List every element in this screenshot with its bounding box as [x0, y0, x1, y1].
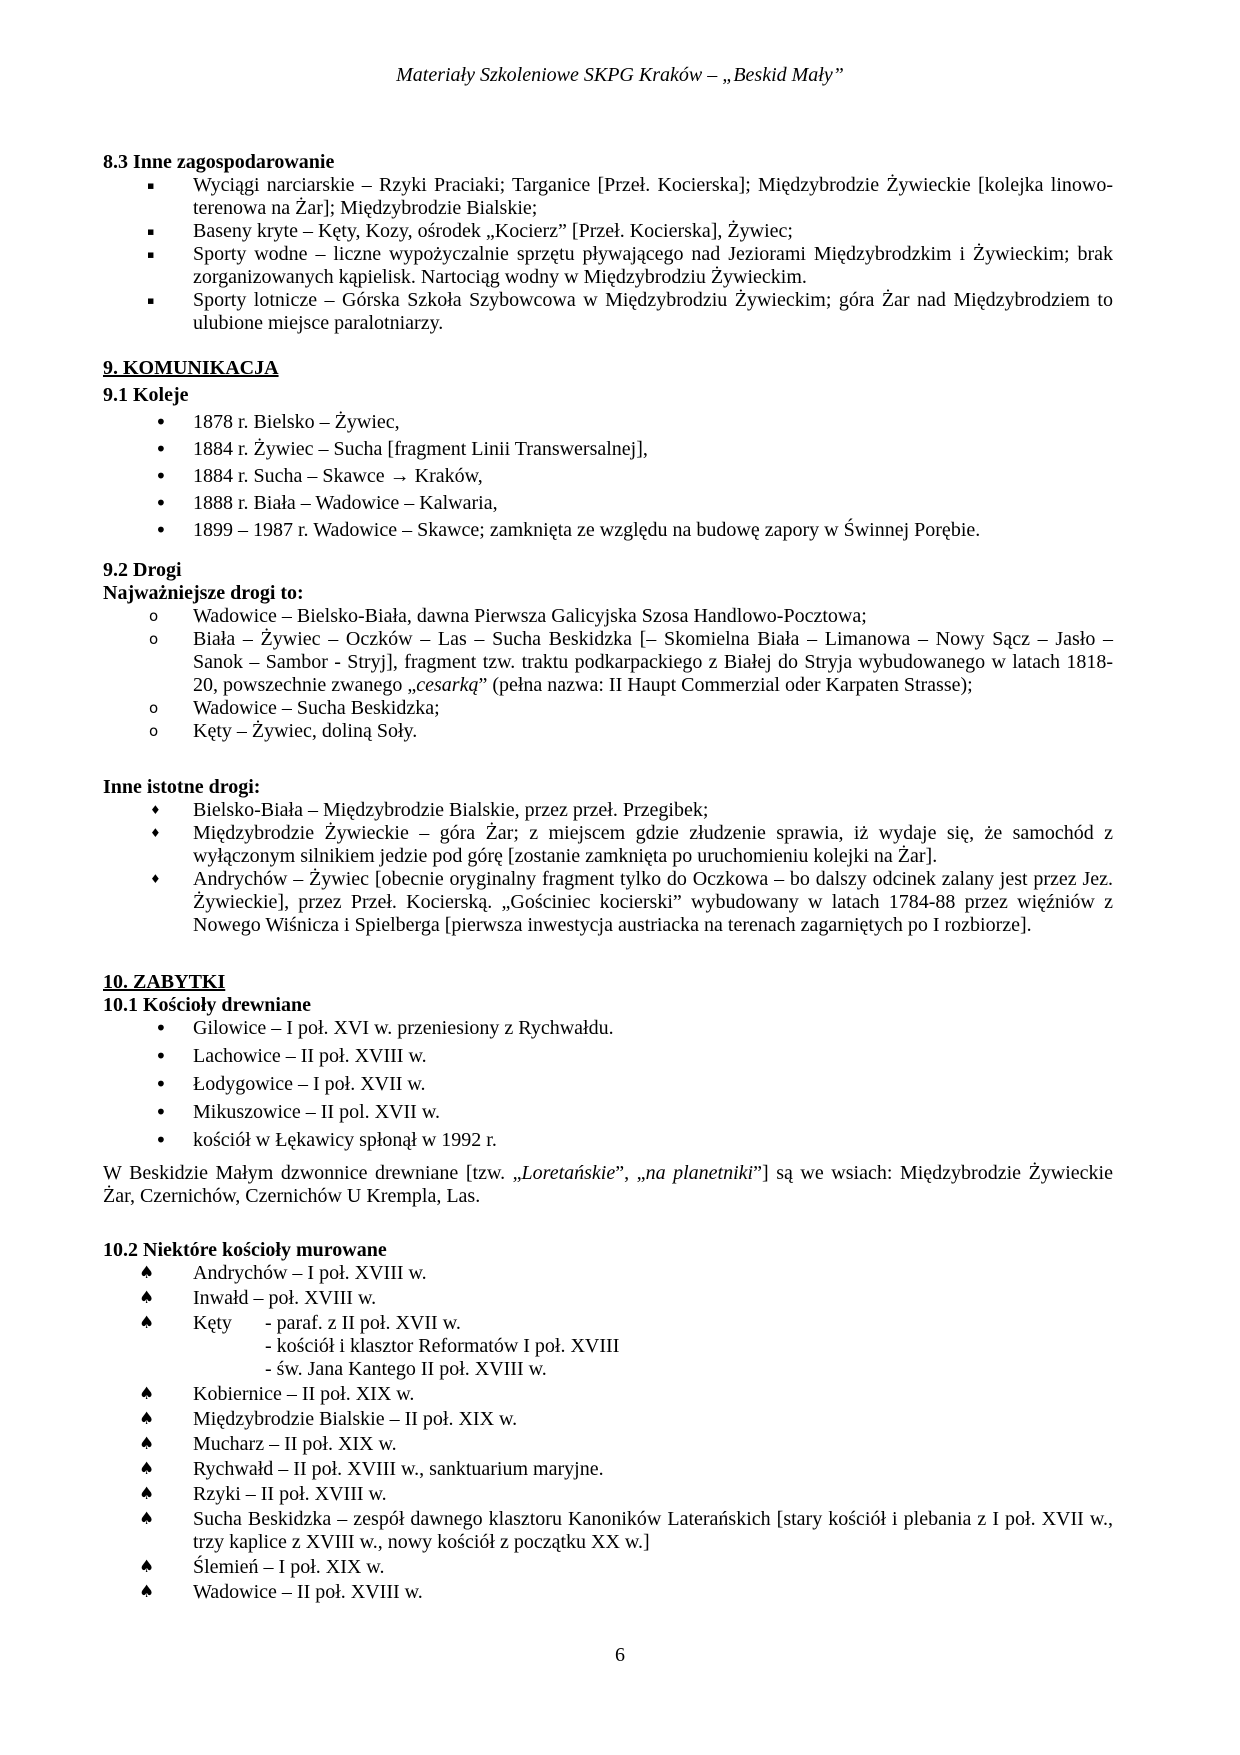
spade-bullet-icon: ♠ [139, 1288, 155, 1308]
list-item-text: Międzybrodzie Bialskie – II poł. XIX w. [193, 1408, 518, 1430]
list-item [103, 822, 1113, 868]
square-bullet-icon: ▪ [147, 179, 155, 192]
paragraph-text: ”] są we wsiach: Międzybrodzie Żywieckie Żar, Czernichów, Czernichów U Krempla, Las. [103, 1162, 1113, 1207]
kety-subline: - kościół i klasztor Reformatów I poł. XVIII [265, 1335, 620, 1357]
disc-bullet-icon: • [155, 1072, 167, 1096]
circle-bullet-icon: o [149, 699, 159, 717]
disc-bullet-icon: • [155, 1044, 167, 1068]
list-item-text: Wyciągi narciarskie – Rzyki Praciaki; Targanice [Przeł. Kocierska]; Międzybrodzie Żywieckie [kolejka linowo-terenowa na Żar]; Międzybrodzie Bialskie; [193, 174, 1113, 219]
list-item-text: Międzybrodzie Żywieckie – góra Żar; z miejscem gdzie złudzenie sprawia, iż wydaje się, że samochód z wyłączonym silnikiem jedzie pod górę [zostanie zamknięta po uruchomieniu kolejki na Żar]. [193, 822, 1113, 867]
square-bullet-icon: ▪ [147, 294, 155, 307]
list-item-kety [103, 1312, 1113, 1381]
list-item [103, 1262, 1113, 1285]
list-item-text-italic: cesarką [416, 674, 479, 696]
list-item-text: Biała – Żywiec – Oczków – Las – Sucha Beskidzka [– Skomielna Biała – Limanowa – Nowy Sącz – Jasło – Sanok – Sambor - Stryj], fragment tzw. traktu podkarpackiego z Białej do Stryja wybudowanego w latach 1818-20, powszechnie zwanego „ [193, 628, 1113, 696]
disc-bullet-icon: • [155, 410, 167, 434]
disc-bullet-icon: • [155, 1100, 167, 1124]
list-item [103, 1581, 1113, 1604]
diamond-bullet-icon: ♦ [150, 826, 161, 840]
section-9-1-heading: 9.1 Koleje [103, 384, 189, 406]
list-item [103, 1433, 1113, 1456]
list-item-text: ” (pełna nazwa: II Haupt Commerzial oder Karpaten Strasse); [478, 674, 973, 696]
list-item [103, 1458, 1113, 1481]
list-item [103, 1408, 1113, 1431]
list-item-text: Kobiernice – II poł. XIX w. [193, 1383, 415, 1405]
paragraph-text-italic: Loretańskie [521, 1162, 616, 1184]
list-item-text: Rzyki – II poł. XVIII w. [193, 1483, 387, 1505]
list-item-text: Kęty – Żywiec, doliną Soły. [193, 720, 418, 742]
list-item-text: Sporty wodne – liczne wypożyczalnie sprzętu pływającego nad Jeziorami Międzybrodzkim i Żywieckim; brak zorganizowanych kąpielisk. Nartociąg wodny w Międzybrodziu Żywieckim. [193, 243, 1113, 288]
list-item [103, 868, 1113, 937]
list-item [103, 1508, 1113, 1554]
paragraph-text: W Beskidzie Małym dzwonnice drewniane [tzw. „ [103, 1162, 522, 1184]
list-item [103, 1045, 1113, 1068]
paragraph-text: ”, „ [615, 1162, 646, 1184]
list-item-text: Sucha Beskidzka – zespół dawnego klasztoru Kanoników Laterańskich [stary kościół i plebania z I poł. XVII w., trzy kaplice z XVIII w., nowy kościół z początku XX w.] [193, 1508, 1113, 1553]
spade-bullet-icon: ♠ [139, 1582, 155, 1602]
main-roads-list [103, 605, 1113, 743]
circle-bullet-icon: o [149, 630, 159, 648]
list-item [103, 1287, 1113, 1310]
spade-bullet-icon: ♠ [139, 1509, 155, 1529]
list-item [103, 1483, 1113, 1506]
list-item-text: Łodygowice – I poł. XVII w. [193, 1073, 426, 1095]
section-8-3-list [103, 174, 1113, 335]
list-item [103, 519, 1113, 542]
list-item [103, 1073, 1113, 1096]
disc-bullet-icon: • [155, 437, 167, 461]
list-item-text: Bielsko-Biała – Międzybrodzie Bialskie, przez przeł. Przegibek; [193, 799, 709, 821]
list-item-text: Gilowice – I poł. XVI w. przeniesiony z Rychwałdu. [193, 1017, 614, 1039]
list-item [103, 1556, 1113, 1579]
spade-bullet-icon: ♠ [139, 1557, 155, 1577]
list-item [103, 1017, 1113, 1040]
section-9-2-heading: 9.2 Drogi [103, 559, 182, 581]
section-10-2-heading: 10.2 Niektóre kościoły murowane [103, 1239, 387, 1261]
list-item [103, 720, 1113, 743]
list-item-text: Wadowice – II poł. XVIII w. [193, 1581, 423, 1603]
list-item-text: Ślemień – I poł. XIX w. [193, 1556, 385, 1578]
document-header: Materiały Szkoleniowe SKPG Kraków – „Beskid Mały” [396, 64, 844, 86]
section-8-3-heading: 8.3 Inne zagospodarowanie [103, 151, 335, 173]
circle-bullet-icon: o [149, 722, 159, 740]
section-9-heading: 9. KOMUNIKACJA [103, 357, 279, 379]
section-10-heading: 10. ZABYTKI [103, 971, 226, 993]
section-9-1-list [103, 411, 1113, 542]
list-item-text: Andrychów – Żywiec [obecnie oryginalny fragment tylko do Oczkowa – bo dalszy odcinek zalany jest przez Jez. Żywieckie], przez Przeł. Kocierską. „Gościniec kocierski” wybudowany w latach 1784-88 przez więźniów z Nowego Wiśnicza i Spielberga [pierwsza inwestycja austriacka na terenach zagarniętych po I rozbiorze]. [193, 868, 1113, 936]
circle-bullet-icon: o [149, 607, 159, 625]
list-item-text: 1884 r. Żywiec – Sucha [fragment Linii Transwersalnej], [193, 438, 648, 460]
list-item [103, 289, 1113, 335]
spade-bullet-icon: ♠ [139, 1484, 155, 1504]
spade-bullet-icon: ♠ [139, 1263, 155, 1283]
masonry-churches-list [103, 1262, 1113, 1604]
spade-bullet-icon: ♠ [139, 1459, 155, 1479]
list-item-text: Baseny kryte – Kęty, Kozy, ośrodek „Kocierz” [Przeł. Kocierska], Żywiec; [193, 220, 793, 242]
list-item-text: Mikuszowice – II pol. XVII w. [193, 1101, 440, 1123]
paragraph-text-italic: na planetniki [645, 1162, 754, 1184]
list-item [103, 438, 1113, 461]
list-item-text: kościół w Łękawicy spłonął w 1992 r. [193, 1129, 497, 1151]
diamond-bullet-icon: ♦ [150, 872, 161, 886]
list-item [103, 220, 1113, 243]
other-roads-list [103, 799, 1113, 937]
kety-sublist [265, 1312, 1113, 1381]
section-10-1-heading: 10.1 Kościoły drewniane [103, 994, 311, 1016]
square-bullet-icon: ▪ [147, 248, 155, 261]
list-item-text: Rychwałd – II poł. XVIII w., sanktuarium maryjne. [193, 1458, 604, 1480]
page-number: 6 [615, 1644, 625, 1666]
wooden-churches-list [103, 1017, 1113, 1152]
list-item [103, 1383, 1113, 1406]
spade-bullet-icon: ♠ [139, 1409, 155, 1429]
list-item-text: 1888 r. Biała – Wadowice – Kalwaria, [193, 492, 498, 514]
spade-bullet-icon: ♠ [139, 1384, 155, 1404]
spade-bullet-icon: ♠ [139, 1434, 155, 1454]
list-item [103, 605, 1113, 628]
list-item-text: Sporty lotnicze – Górska Szkoła Szybowcowa w Międzybrodziu Żywieckim; góra Żar nad Międzybrodziem to ulubione miejsce paralotniarzy. [193, 289, 1113, 334]
list-item [103, 465, 1113, 488]
disc-bullet-icon: • [155, 1016, 167, 1040]
disc-bullet-icon: • [155, 464, 167, 488]
list-item [103, 1129, 1113, 1152]
list-item [103, 697, 1113, 720]
list-item-text: Wadowice – Sucha Beskidzka; [193, 697, 440, 719]
list-item [103, 411, 1113, 434]
kety-subline: - paraf. z II poł. XVII w. [265, 1312, 461, 1334]
list-item-text: Andrychów – I poł. XVIII w. [193, 1262, 427, 1284]
diamond-bullet-icon: ♦ [150, 803, 161, 817]
spade-bullet-icon: ♠ [139, 1313, 155, 1333]
list-item-text: 1899 – 1987 r. Wadowice – Skawce; zamknięta ze względu na budowę zapory w Świnnej Porębie. [193, 519, 981, 541]
disc-bullet-icon: • [155, 491, 167, 515]
main-roads-subheading: Najważniejsze drogi to: [103, 582, 304, 604]
belfries-paragraph [103, 1162, 1113, 1208]
list-item [103, 174, 1113, 220]
list-item-text: 1884 r. Sucha – Skawce → Kraków, [193, 465, 483, 487]
disc-bullet-icon: • [155, 1128, 167, 1152]
square-bullet-icon: ▪ [147, 225, 155, 238]
list-item [103, 628, 1113, 697]
list-item [103, 1101, 1113, 1124]
list-item [103, 243, 1113, 289]
list-item [103, 799, 1113, 822]
list-item-text: Mucharz – II poł. XIX w. [193, 1433, 397, 1455]
kety-subline: - św. Jana Kantego II poł. XVIII w. [265, 1358, 547, 1380]
kety-label: Kęty [193, 1312, 232, 1334]
list-item [103, 492, 1113, 515]
list-item-text: 1878 r. Bielsko – Żywiec, [193, 411, 400, 433]
disc-bullet-icon: • [155, 518, 167, 542]
list-item-text: Lachowice – II poł. XVIII w. [193, 1045, 427, 1067]
list-item-text: Inwałd – poł. XVIII w. [193, 1287, 377, 1309]
list-item-text: Wadowice – Bielsko-Biała, dawna Pierwsza Galicyjska Szosa Handlowo-Pocztowa; [193, 605, 867, 627]
other-roads-subheading: Inne istotne drogi: [103, 776, 261, 798]
